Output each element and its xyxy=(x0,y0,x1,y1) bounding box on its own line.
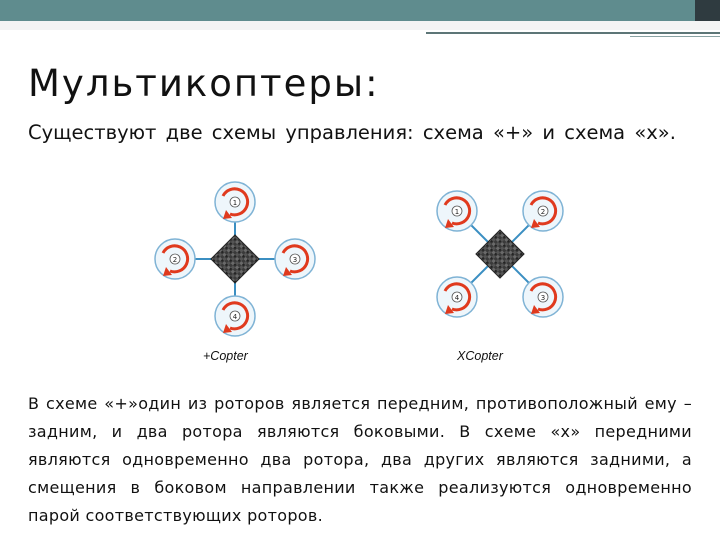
plus-rotor-3 xyxy=(275,239,315,279)
plus-rotor-2 xyxy=(155,239,195,279)
slide-title: Мультикоптеры: xyxy=(28,62,380,105)
plus-copter-diagram xyxy=(155,182,315,336)
rotor-number: 4 xyxy=(454,294,460,302)
header-rule xyxy=(426,32,720,34)
x-rotor-2 xyxy=(523,191,563,231)
x-copter-caption: XCopter xyxy=(457,349,503,363)
header-band xyxy=(0,0,720,40)
plus-copter-caption: +Copter xyxy=(203,349,248,363)
rotor-number: 2 xyxy=(540,208,546,216)
header-band-teal xyxy=(0,0,695,21)
intro-paragraph: Существуют две схемы управления: схема «+» и схема «x». xyxy=(28,121,676,144)
plus-rotor-4 xyxy=(215,296,255,336)
x-rotor-3 xyxy=(523,277,563,317)
x-rotor-4 xyxy=(437,277,477,317)
plus-rotor-1 xyxy=(215,182,255,222)
x-copter-diagram xyxy=(437,191,563,317)
rotor-number: 3 xyxy=(540,294,546,302)
rotor-number: 1 xyxy=(454,208,460,216)
copter-diagrams xyxy=(145,178,565,368)
rotor-number: 1 xyxy=(232,199,238,207)
rotor-number: 2 xyxy=(172,256,178,264)
x-rotor-1 xyxy=(437,191,477,231)
rotor-number: 4 xyxy=(232,313,238,321)
header-band-dark xyxy=(695,0,720,21)
plus-copter-body xyxy=(211,235,259,283)
rotor-number: 3 xyxy=(292,256,298,264)
header-rule-short xyxy=(630,36,720,37)
body-paragraph: В схеме «+»один из роторов является передним, противоположный ему – задним, и два ротора являются боковыми. В схеме «x» передними являются одновременно два ротора, два других являются задними, а смещения в боковом направлении также реализуются одновременно парой соответствующих роторов. xyxy=(28,394,692,525)
